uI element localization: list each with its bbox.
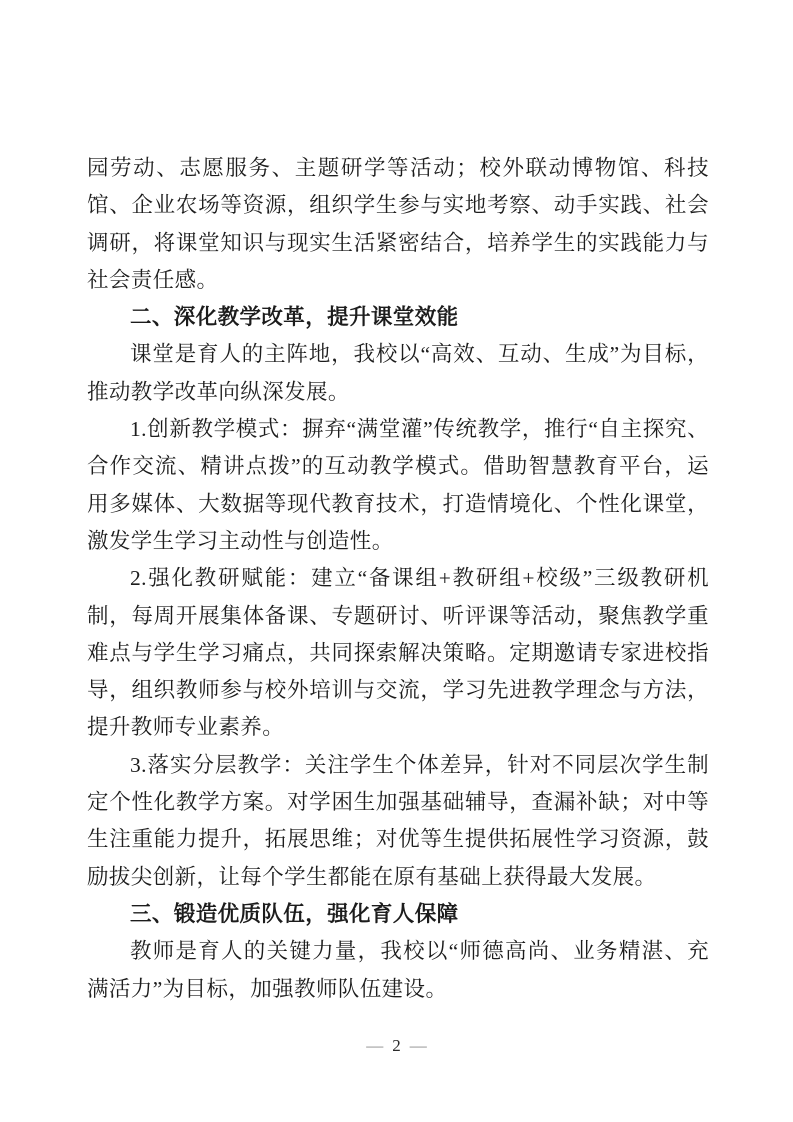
page-footer xyxy=(0,1035,793,1057)
document-body xyxy=(87,150,709,1008)
page-number: 2 xyxy=(392,1036,401,1055)
footer-dash-left: — xyxy=(366,1036,384,1055)
body-paragraph: 教师是育人的关键力量，我校以“师德高尚、业务精湛、充满活力”为目标，加强教师队伍建设。 xyxy=(87,939,709,1001)
body-paragraph-item-3: 3.落实分层教学：关注学生个体差异，针对不同层次学生制定个性化教学方案。对学困生加强基础辅导，查漏补缺；对中等生注重能力提升，拓展思维；对优等生提供拓展性学习资源，鼓励拔尖创新，让每个学生都能在原有基础上获得最大发展。 xyxy=(87,752,709,889)
body-paragraph-continuation: 园劳动、志愿服务、主题研学等活动；校外联动博物馆、科技馆、企业农场等资源，组织学生参与实地考察、动手实践、社会调研，将课堂知识与现实生活紧密结合，培养学生的实践能力与社会责任感。 xyxy=(87,156,709,292)
footer-dash-right: — xyxy=(409,1036,427,1055)
body-paragraph-item-1: 1.创新教学模式：摒弃“满堂灌”传统教学，推行“自主探究、合作交流、精讲点拨”的互动教学模式。借助智慧教育平台，运用多媒体、大数据等现代教育技术，打造情境化、个性化课堂，激发学生学习主动性与创造性。 xyxy=(87,417,709,553)
body-paragraph-item-2: 2.强化教研赋能：建立“备课组+教研组+校级”三级教研机制，每周开展集体备课、专题研讨、听评课等活动，聚焦教学重难点与学生学习痛点，共同探索解决策略。定期邀请专家进校指导，组织教师参与校外培训与交流，学习先进教学理念与方法，提升教师专业素养。 xyxy=(87,566,709,740)
body-paragraph: 课堂是育人的主阵地，我校以“高效、互动、生成”为目标，推动教学改革向纵深发展。 xyxy=(87,342,709,404)
section-heading-3: 三、锻造优质队伍，强化育人保障 xyxy=(130,901,459,926)
section-heading-2: 二、深化教学改革，提升课堂效能 xyxy=(130,305,459,330)
